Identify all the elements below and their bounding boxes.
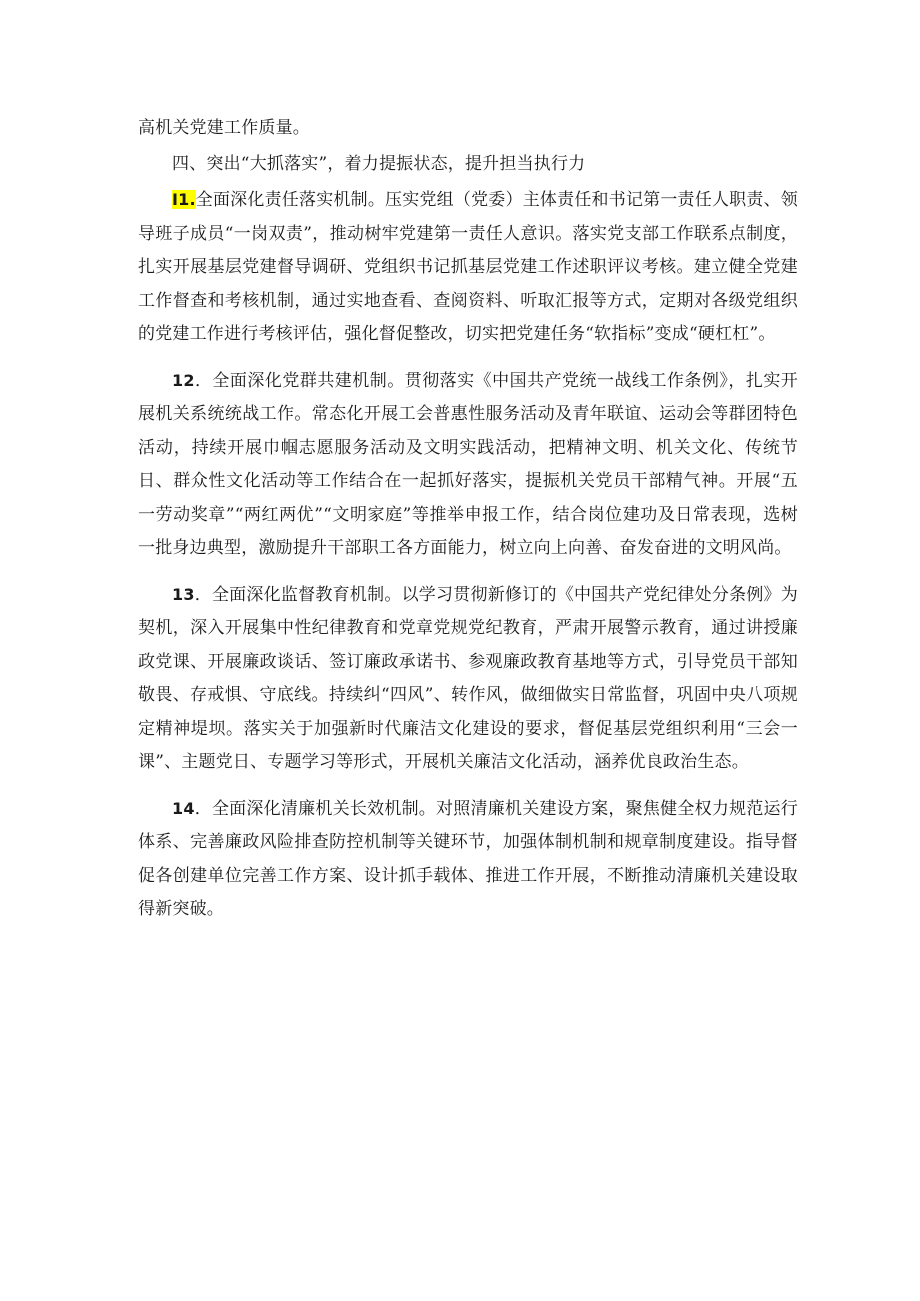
- list-item: [138, 792, 798, 927]
- list-item: [138, 578, 798, 780]
- item-text: ．全面深化党群共建机制。贯彻落实《中国共产党统一战线工作条例》，扎实开展机关系统统战工作。常态化开展工会普惠性服务活动及青年联谊、运动会等群团特色活动，持续开展巾帼志愿服务活动及文明实践活动，把精神文明、机关文化、传统节日、群众性文化活动等工作结合在一起抓好落实，提振机关党员干部精气神。开展“五一劳动奖章”“两红两优”“文明家庭”等推举申报工作，结合岗位建功及日常表现，选树一批身边典型，激励提升干部职工各方面能力，树立向上向善、奋发奋进的文明风尚。: [138, 370, 798, 558]
- item-text: ．全面深化监督教育机制。以学习贯彻新修订的《中国共产党纪律处分条例》为契机，深入开展集中性纪律教育和党章党规党纪教育，严肃开展警示教育，通过讲授廉政党课、开展廉政谈话、签订廉政承诺书、参观廉政教育基地等方式，引导党员干部知敬畏、存戒惧、守底线。持续纠“四风”、转作风，做细做实日常监督，巩固中央八项规定精神堤坝。落实关于加强新时代廉洁文化建设的要求，督促基层党组织利用“三会一课”、主题党日、专题学习等形式，开展机关廉洁文化活动，涵养优良政治生态。: [138, 584, 798, 772]
- list-item: [138, 183, 798, 352]
- list-item: [138, 364, 798, 566]
- lead-text: 高机关党建工作质量。: [138, 118, 310, 138]
- item-number-highlighted: I1.: [172, 190, 196, 209]
- item-text: ．全面深化清廉机关长效机制。对照清廉机关建设方案，聚焦健全权力规范运行体系、完善廉政风险排查防控机制等关键环节，加强体制机制和规章制度建设。指导督促各创建单位完善工作方案、设计抓手载体、推进工作开展，不断推动清廉机关建设取得新突破。: [138, 798, 798, 919]
- item-number: 13: [172, 584, 195, 604]
- item-number: 14: [172, 798, 195, 818]
- section-heading: 四、突出“大抓落实”，着力提振状态，提升担当执行力: [172, 153, 586, 174]
- document-page: [138, 112, 798, 927]
- item-number: 12: [172, 370, 195, 390]
- item-text: 全面深化责任落实机制。压实党组（党委）主体责任和书记第一责任人职责、领导班子成员“一岗双责”，推动树牢党建第一责任人意识。落实党支部工作联系点制度，扎实开展基层党建督导调研、党组织书记抓基层党建工作述职评议考核。建立健全党建工作督查和考核机制，通过实地查看、查阅资料、听取汇报等方式，定期对各级党组织的党建工作进行考核评估，强化督促整改，切实把党建任务“软指标”变成“硬杠杠”。: [138, 190, 798, 344]
